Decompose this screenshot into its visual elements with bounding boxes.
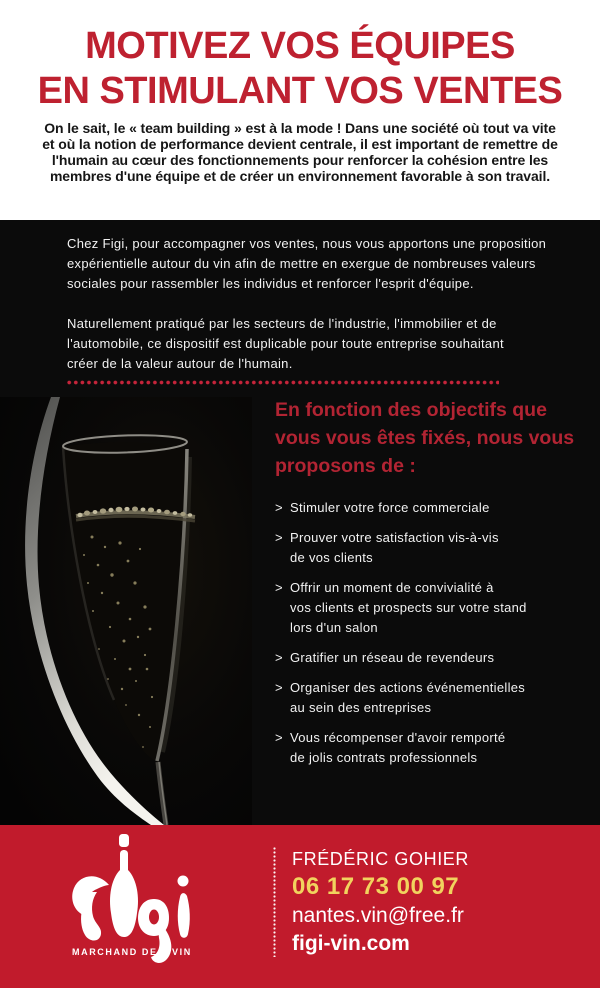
chevron-marker: > — [275, 730, 283, 745]
chevron-marker: > — [275, 500, 283, 515]
dotted-separator — [273, 847, 276, 957]
headline: MOTIVEZ VOS ÉQUIPES EN STIMULANT VOS VENTES — [37, 25, 563, 112]
dotted-divider — [67, 380, 499, 385]
objective-item — [275, 678, 587, 718]
contact-website[interactable]: figi-vin.com — [292, 932, 410, 955]
champagne-photo — [0, 397, 252, 825]
figi-logo — [66, 829, 206, 969]
logo-tagline-right: VIN — [172, 947, 192, 957]
contact-name: FRÉDÉRIC GOHIER — [292, 849, 470, 869]
footer — [0, 825, 600, 988]
objectives-list — [275, 498, 587, 768]
chevron-marker: > — [275, 530, 283, 545]
objectives-section — [275, 396, 587, 778]
objective-text: Stimuler votre force commerciale — [290, 500, 490, 515]
intro-text: On le sait, le « team building » est à la mode ! Dans une société où tout va vite et où la notion de performance devient centrale, il est important de remettre de l'humain au cœur des fonctionnements pour renforcer la cohésion entre les membres d'une équipe et de créer un environnement favorable à son travail. — [42, 120, 558, 184]
objective-item — [275, 728, 587, 768]
objective-text: Organiser des actions événementielles au sein des entreprises — [290, 680, 526, 715]
pitch-paragraph-1: Chez Figi, pour accompagner vos ventes, nous vous apportons une proposition expérientielle autour du vin afin de mettre en exergue de nombreuses valeurs sociales pour rassembler les individus et renforcer l'esprit d'équipe. — [67, 236, 547, 291]
chevron-marker: > — [275, 680, 283, 695]
objective-item — [275, 528, 587, 568]
objective-text: Offrir un moment de convivialité à vos clients et prospects sur votre stand lors d'un salon — [290, 580, 527, 635]
objective-item — [275, 578, 587, 638]
contact-email[interactable]: nantes.vin@free.fr — [292, 904, 464, 927]
dark-band — [0, 220, 600, 825]
chevron-marker: > — [275, 580, 283, 595]
chevron-marker: > — [275, 650, 283, 665]
objective-text: Gratifier un réseau de revendeurs — [290, 650, 495, 665]
objective-text: Vous récompenser d'avoir remporté de jolis contrats professionnels — [290, 730, 506, 765]
contact-phone[interactable]: 06 17 73 00 97 — [292, 873, 460, 900]
objectives-heading: En fonction des objectifs que vous vous êtes fixés, nous vous proposons de : — [275, 399, 575, 477]
pitch-paragraph-2: Naturellement pratiqué par les secteurs de l'industrie, l'immobilier et de l'automobile, ce dispositif est duplicable pour toute entreprise souhaitant créer de la valeur autour de l'humain. — [67, 316, 504, 371]
contact-block — [292, 846, 469, 958]
objective-item — [275, 498, 587, 518]
figi-logo-graphic — [66, 829, 206, 969]
objective-text: Prouver votre satisfaction vis-à-vis de vos clients — [290, 530, 499, 565]
champagne-glass-illustration — [0, 397, 252, 825]
objective-item — [275, 648, 587, 668]
logo-tagline-left: MARCHAND DE — [72, 947, 158, 957]
